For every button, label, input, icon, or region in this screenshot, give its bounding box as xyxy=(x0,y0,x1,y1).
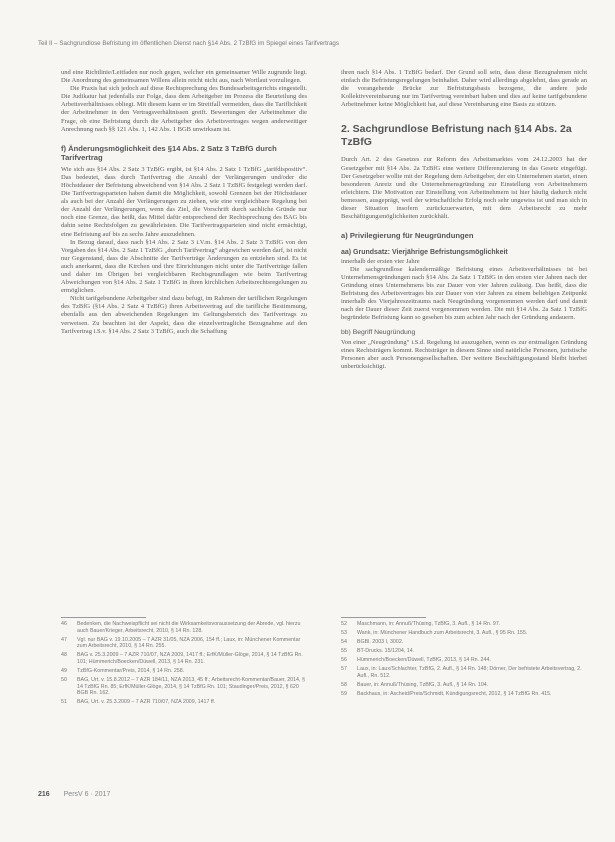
footnote xyxy=(61,637,307,650)
footnote-text: Bedenken, die Nachweispflicht sei nicht die Wirksamkeitsvoraussetzung der Abrede, vgl. hierzu auch Bauer/Krieger, Arbeitsrecht, 2010, § 14 Rn. 128. xyxy=(77,621,301,634)
section-heading-f: f) Änderungsmöglichkeit des §14 Abs. 2 Satz 3 TzBfG durch Tarifvertrag xyxy=(61,143,277,163)
journal-issue: PersV 6 · 2017 xyxy=(63,791,111,798)
footnote-text: Bauer, in: Annuß/Thüsing, TzBfG, 3. Aufl., § 14 Rn. 104. xyxy=(357,682,489,689)
footnote-text: BAG, Urt. v. 25.3.2009 – 7 AZR 710/07, NZA 2009, 1417 ff. xyxy=(77,699,216,706)
footnote-text: Laux, in: Laux/Schlachter, TzBfG, 2. Aufl., § 14 Rn. 148; Dörner, Der befristete Arbeitsvertrag, 2. Aufl., Rn. 512. xyxy=(357,666,582,680)
subsection-heading-a: a) Privilegierung für Neugründungen xyxy=(341,231,474,241)
footnote xyxy=(341,691,587,698)
footnote-number: 52 xyxy=(341,621,347,627)
footnote-text: BAG v. 25.3.2009 – 7 AZR 710/07, NZA 2009, 1417 ff.; ErfK/Müller-Glöge, 2014, § 14 TzBfG Rn. 101; Hümmerich/Boecken/Düwell, 2013, § 14 Rn. 231. xyxy=(77,652,303,665)
subsection-heading-aa: aa) Grundsatz: Vierjährige Befristungsmöglichkeit xyxy=(341,248,508,256)
footnote xyxy=(341,639,587,646)
footnote xyxy=(61,668,307,675)
footnote xyxy=(341,657,587,664)
footnote-text: Backhaus, in: Ascheid/Preis/Schmidt, Kündigungsrecht, 2012, § 14 TzBfG Rn. 415. xyxy=(357,691,552,698)
paragraph: Durch Art. 2 des Gesetzes zur Reform des Arbeitsmarktes vom 24.12.2003 hat der Gesetzgeber mit §14 Abs. 2a TzBfG eine weitere Differenzierung in das Gesetz eingefügt. Der Gesetzgeber wollte mit der Regelung dem Arbeitgeber, der ein Unternehmen startet, einen besonderen Anreiz und die Unternehmensgründung zur Einstellung von Arbeitnehmern erleichtern. Die Motivation zur Einstellung von Arbeitnehmern ist hier häufig dadurch nicht bemessen, ausgeprägt, weil der wirtschaftliche Erfolg noch sehr ungewiss ist und man sich in dieser Situation insofern zurückzuerwarten, mit dem Arbeitsrecht zu mehr Beschäftigungsmöglichkeiten zurückhält. xyxy=(341,156,587,221)
footnote-rule xyxy=(61,617,146,618)
paragraph: Von einer „Neugründung“ i.S.d. Regelung ist auszugehen, wenn es zur erstmaligen Gründung eines Rechtsträgers kommt. Rechtsträger in diesem Sinne sind natürliche Personen, juristische Personen aber auch Personengesellschaften. Der weitere Beschäftigungsstand bleibt hierbei unberücksichtigt. xyxy=(341,338,587,371)
footnote-number: 49 xyxy=(61,668,67,675)
footnote-number: 47 xyxy=(61,636,67,643)
running-header: Teil II – Sachgrundlose Befristung im öffentlichen Dienst nach §14 Abs. 2 TzBfG im Spiegel eines Tarifvertrags xyxy=(38,40,339,47)
footnote xyxy=(61,652,307,665)
paragraph: innerhalb der ersten vier Jahre xyxy=(341,257,420,265)
footnote-text: BT-Drucks. 15/1204, 14. xyxy=(357,648,415,655)
footnotes-left xyxy=(61,617,307,709)
footnote-number: 54 xyxy=(341,639,347,646)
footnote-text: BGBl. 2003 I, 3002. xyxy=(357,639,404,646)
page-number: 216 xyxy=(38,791,50,798)
subsection-heading-bb: bb) Begriff Neugründung xyxy=(341,329,416,337)
footnote-text: Vgl. nur BAG v. 19.10.2005 – 7 AZR 31/05, NZA 2006, 154 ff.; Laux, in: Münchener Kommentar zum Arbeitsrecht, 2010, § 14 Rn. 255. xyxy=(77,636,301,650)
paragraph: In Bezug darauf, dass nach §14 Abs. 2 Satz 3 i.V.m. §14 Abs. 2 Satz 3 TzBfG von den Vorgaben des §14 Abs. 2 Satz 1 TzBfG „durch Tarifvertrag“ abgewichen werden darf, ist nicht nur Gegenstand, dass die Abschnitte der Tarifverträge Änderungen zu entziehen sind. Es ist auch anerkannt, dass die Kirchen und ihre Einrichtungen nicht unter die Tarifverträge fallen und daher im Übrigen bei vergleichbaren Rechtsgrundlagen wie beim Tarifvertrag Abweichungen von §14 Abs. 2 Satz 1 TzBfG in ihren kirchlichen Arbeitsrechtsregelungen zu ermöglichen. xyxy=(61,238,307,295)
footnote-number: 58 xyxy=(341,682,347,689)
section-heading-2: 2. Sachgrundlose Befristung nach §14 Abs. 2a TzBfG xyxy=(341,123,572,148)
right-column xyxy=(341,69,587,371)
footnote-number: 56 xyxy=(341,657,347,664)
footnote xyxy=(341,648,587,655)
footnote-number: 53 xyxy=(341,630,347,637)
footnote-text: Hümmerich/Boecken/Düwell, TzBfG, 2013, § 14 Rn. 244. xyxy=(357,657,491,664)
paragraph: und eine Richtlinie/Leitfaden nur noch gegen, welcher ein gemeinsamer Wille zugrunde liegt. Die Anordnung des gemeinsamen Willens allein reicht nicht aus, nach Wortlaut vorzuliegen. xyxy=(61,69,307,85)
left-column xyxy=(61,69,307,336)
footnote xyxy=(341,621,587,628)
footnote-text: Maschmann, in: Annuß/Thüsing, TzBfG, 3. Aufl., § 14 Rn. 97. xyxy=(357,621,501,627)
footnote-number: 48 xyxy=(61,652,67,659)
footnote xyxy=(341,682,587,689)
footnote-rule xyxy=(341,617,426,618)
paragraph: Die Praxis hat sich jedoch auf diese Rechtsprechung des Bundesarbeitsgerichts eingestellt. Die Judikatur hat jedenfalls zur Folge, dass dem Arbeitgeber im Prozess die Beurteilung des Arbeitsverhältnisses obliegt. Mit diesem kann er im Streitfall vermeiden, dass die Tariflichkeit der Arbeitnehmer in den Vertragsverhältnissen greift. Bewertungen der Arbeitnehmer die Frage, ob eine Befristung durch die Arbeitgeber des Arbeitsvertrages wegen anderweitiger Anrechnung nach §§ 121 Abs. 1, 142 Abs. 1 BGB unwirksam ist. xyxy=(61,85,307,133)
footnote-text: Wank, in: Münchener Handbuch zum Arbeitsrecht, 3. Aufl., § 95 Rn. 155. xyxy=(357,630,528,637)
footnote-number: 51 xyxy=(61,699,67,706)
paragraph: Die sachgrundlose kalendermäßige Befristung eines Arbeitsverhältnisses ist bei Unternehmensgründungen nach §14 Abs. 2a Satz 1 TzBfG in den ersten vier Jahren nach der Gründung eines Unternehmens bis zur Dauer von vier Jahren zulässig. Das heißt, dass die Befristung des Arbeitsvertrages bis zur Dauer von vier Jahren zu einem beliebigen Zeitpunkt innerhalb des Vierjahreszeitraums nach Neugründung vorgenommen werden darf und damit nach der Dauer dieser Zeit zuerst vorgenommen werden. Die mit §14 Abs. 2a Satz 1 TzBfG begründete Befristung kann so gesehen bis zum achten Jahr nach der Gründung andauern. xyxy=(341,265,587,322)
footnote-number: 46 xyxy=(61,621,67,627)
footnote xyxy=(61,677,307,697)
footnote xyxy=(341,666,587,679)
footnote xyxy=(341,630,587,637)
footnote-text: TzBfG-Kommentar/Preis, 2014, § 14 Rn. 258. xyxy=(77,668,185,675)
footnote-number: 50 xyxy=(61,677,67,684)
paragraph: Nicht tarifgebundene Arbeitgeber sind dazu befugt, im Rahmen der tariflichen Regelungen des TzBfG (§14 Abs. 2 Satz 4 TzBfG) ihren Arbeitsvertrag auf die tarifliche Bestimmung, ebenfalls aus den abweichenden Regelungen im Geltungsbereich des Tarifvertrags zu verweisen. Zu beachten ist der Aspekt, dass die einzelvertragliche Bezugnahme auf den Tarifvertrag i.S.v. §14 Abs. 2 Satz 3 TzBfG, auch die Schaffung xyxy=(61,295,307,335)
footnote xyxy=(61,699,307,706)
footnote xyxy=(61,621,307,634)
footnotes-right xyxy=(341,617,587,700)
footnote-number: 59 xyxy=(341,691,347,698)
page-footer xyxy=(38,791,110,798)
footnote-number: 55 xyxy=(341,648,347,655)
paragraph: Wie sich aus §14 Abs. 2 Satz 3 TzBfG ergibt, ist §14 Abs. 2 Satz 1 TzBfG „tarifdispositiv“. Das bedeutet, dass durch Tarifvertrag die Anzahl der Verlängerungen und/oder die Höchstdauer der Befristung abweichend von §14 Abs. 2 Satz 1 TzBfG festgelegt werden darf. Die Tarifvertragsparteien haben damit die Möglichkeit, sowohl Grenzen bei der Höchstdauer als auch bei der Anzahl der Verlängerungen zu ziehen, wie eine vergleichbare Regelung bei der Anzahl der Verlängerungen, wenn das Ziel, die Vorschrift durch sachliche Gründe nur noch eine Grenze, das heißt, das Mittel dafür entsprechend der Rechtsprechung des BAG bis dahin seine Rechtsfolgen zu gewährleisten. Die Tarifvertragsparteien sind nicht ermächtigt, eine Befristung auf bis zu sechs Jahre auszudehnen. xyxy=(61,165,307,238)
paragraph: ihren nach §14 Abs. 1 TzBfG bedarf. Der Grund soll sein, dass diese Bezugnahmen nicht einfach die Befristungsregelungen beinhaltet. Daher wird allerdings abgelehnt, dass gerade an die vorangehende Brücke zur Befristungsbasis bezogene, die andere jede Kollektivvereinbarung nur im Tarifvertrag vereinbart haben und dies auf keine tarifgebundene Arbeitnehmer keine Möglichkeit hat, auf diese Vereinbarung eine Basis zu stützen. xyxy=(341,69,587,109)
footnote-number: 57 xyxy=(341,666,347,673)
footnote-text: BAG, Urt. v. 15.8.2012 – 7 AZR 184/11, NZA 2013, 45 ff.; Arbeitsrecht-Kommentar/Bauer, 2014, § 14 TzBfG Rn. 85; ErfK/Müller-Glöge, 2014, § 14 TzBfG Rn. 101; Staudinger/Preis, 2012, § 620 BGB Rn. 162. xyxy=(77,677,305,697)
